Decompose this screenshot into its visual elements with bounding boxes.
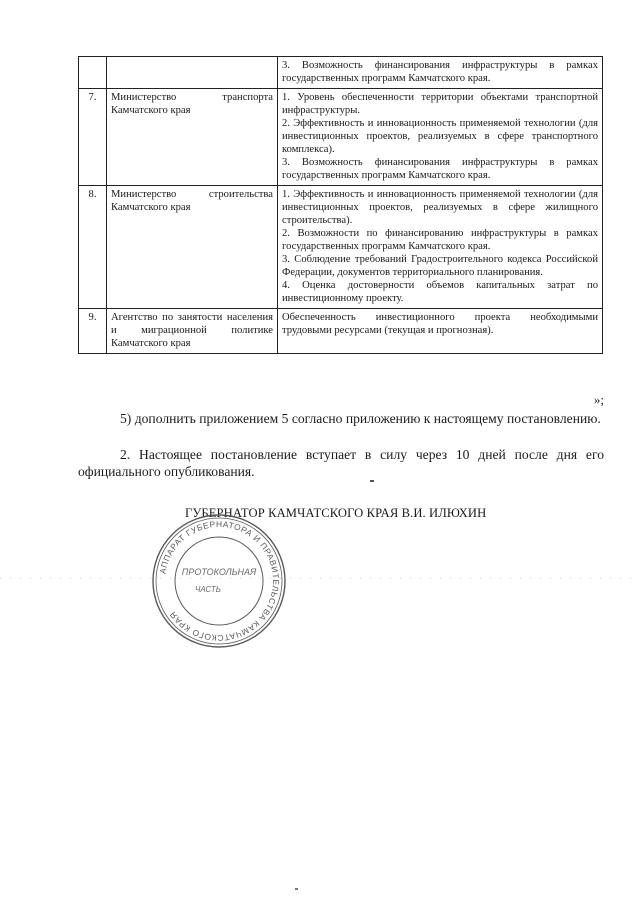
organization-name: Министерство транспорта Камчатского края: [107, 89, 278, 186]
criterion-item: 2. Эффективность и инновационность применяемой технологии (для инвестиционных проектов, реализуемых в сфере транспортного комплекса).: [282, 118, 598, 155]
scan-dotted-line: [0, 576, 640, 580]
criteria-cell: [278, 309, 603, 354]
criterion-item: 3. Возможность финансирования инфраструктуры в рамках государственных программ Камчатского края.: [282, 157, 598, 181]
criteria-table: [78, 56, 603, 354]
table-row: [79, 89, 603, 186]
organization-name: Министерство строительства Камчатского края: [107, 186, 278, 309]
criteria-cell: [278, 57, 603, 89]
stamp-center-text: ПРОТОКОЛЬНАЯ: [181, 567, 257, 577]
organization-name: Агентство по занятости населения и миграционной политике Камчатского края: [107, 309, 278, 354]
stamp-ring-text: АППАРАТ ГУБЕРНАТОРА И ПРАВИТЕЛЬСТВА КАМЧАТСКОГО КРАЯ: [157, 518, 282, 644]
paragraph-effective-date: 2. Настоящее постановление вступает в силу через 10 дней после дня его официального опубликования.: [78, 447, 604, 479]
criterion-item: 3. Возможность финансирования инфраструктуры в рамках государственных программ Камчатского края.: [282, 60, 598, 84]
stamp-center-text: ЧАСТЬ: [195, 585, 221, 594]
criterion-item: Обеспеченность инвестиционного проекта необходимыми трудовыми ресурсами (текущая и прогнозная).: [282, 312, 598, 336]
row-number: 7.: [79, 89, 107, 186]
row-number: 9.: [79, 309, 107, 354]
organization-name: [107, 57, 278, 89]
table-row: [79, 309, 603, 354]
criterion-item: 1. Эффективность и инновационность применяемой технологии (для инвестиционных проектов, реализуемых в сфере жилищного строительства).: [282, 189, 598, 226]
table-row: [79, 186, 603, 309]
paragraph-amendment-5: 5) дополнить приложением 5 согласно приложению к настоящему постановлению.: [120, 411, 601, 426]
row-number: 8.: [79, 186, 107, 309]
scan-speck: [370, 480, 374, 482]
criterion-item: 1. Уровень обеспеченности территории объектами транспортной инфраструктуры.: [282, 92, 598, 116]
scan-speck: [295, 888, 298, 890]
governor-signature-line: ГУБЕРНАТОР КАМЧАТСКОГО КРАЯ В.И. ИЛЮХИН: [185, 506, 487, 520]
criterion-item: 4. Оценка достоверности объемов капитальных затрат по инвестиционному проекту.: [282, 280, 598, 304]
closing-quote: »;: [593, 392, 604, 407]
criterion-item: 3. Соблюдение требований Градостроительного кодекса Российской Федерации, документов территориального планирования.: [282, 254, 598, 278]
criteria-cell: [278, 186, 603, 309]
official-stamp: [150, 512, 288, 650]
row-number: [79, 57, 107, 89]
criteria-cell: [278, 89, 603, 186]
criterion-item: 2. Возможности по финансированию инфраструктуры в рамках государственных программ Камчатского края.: [282, 228, 598, 252]
table-row: [79, 57, 603, 89]
